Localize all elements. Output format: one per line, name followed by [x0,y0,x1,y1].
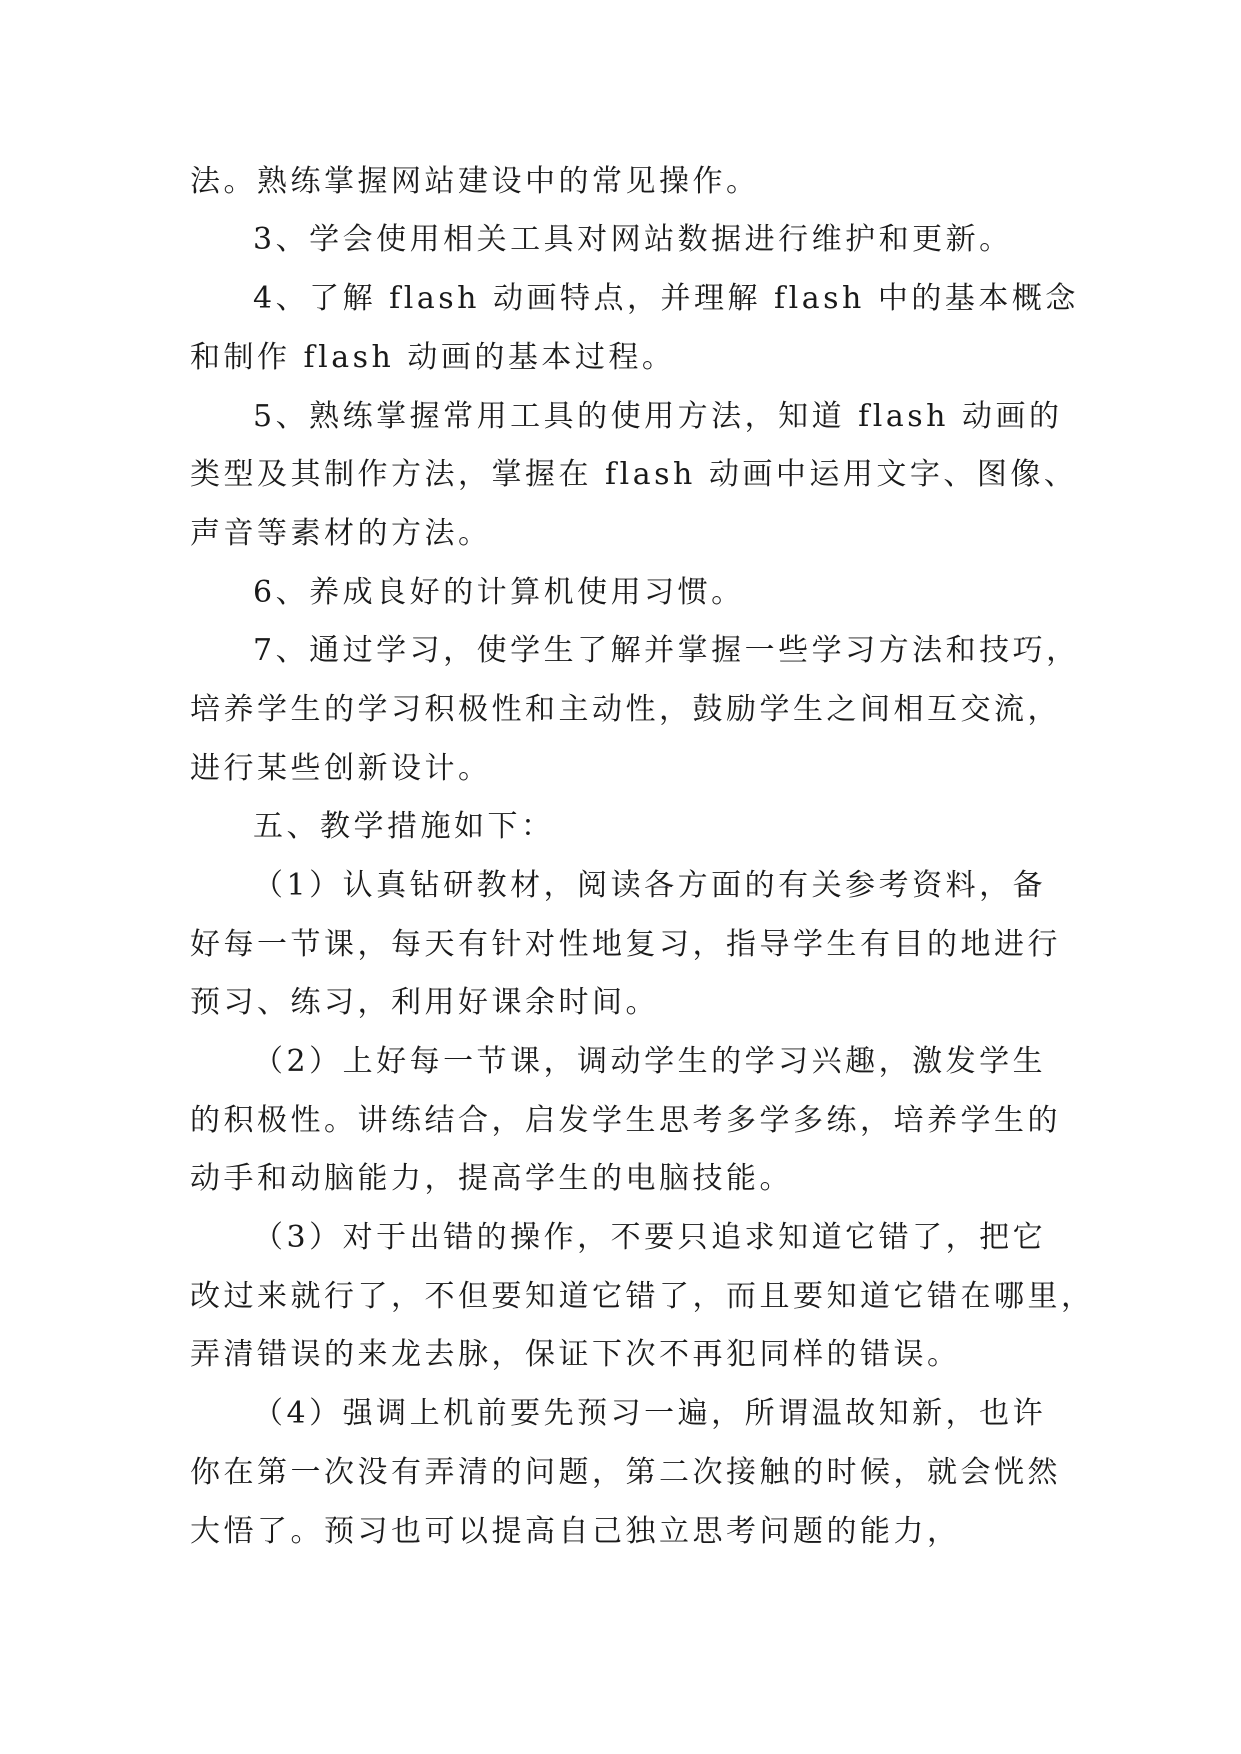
text-line: 和制作 flash 动画的基本过程。 [190,340,676,375]
text-line: 大悟了。预习也可以提高自己独立思考问题的能力， [190,1514,961,1549]
text-line: 3、学会使用相关工具对网站数据进行维护和更新。 [253,222,1013,257]
text-line: 7、通过学习，使学生了解并掌握一些学习方法和技巧， [253,633,1080,668]
text-line: 法。熟练掌握网站建设中的常见操作。 [190,164,760,199]
text-line: （4）强调上机前要先预习一遍，所谓温故知新，也许 [253,1396,1047,1431]
text-line: 进行某些创新设计。 [190,751,492,786]
text-line: 改过来就行了，不但要知道它错了，而且要知道它错在哪里， [190,1279,1095,1314]
text-line: 的积极性。讲练结合，启发学生思考多学多练，培养学生的 [190,1103,1061,1138]
text-line: （2）上好每一节课，调动学生的学习兴趣，激发学生 [253,1044,1047,1079]
text-line: 好每一节课，每天有针对性地复习，指导学生有目的地进行 [190,927,1061,962]
text-line: 培养学生的学习积极性和主动性，鼓励学生之间相互交流， [190,692,1061,727]
text-line: （3）对于出错的操作，不要只追求知道它错了，把它 [253,1220,1047,1255]
section-heading: 五、教学措施如下： [253,809,555,844]
text-line: 动手和动脑能力，提高学生的电脑技能。 [190,1161,793,1196]
text-line: 预习、练习，利用好课余时间。 [190,985,659,1020]
text-line: 类型及其制作方法，掌握在 flash 动画中运用文字、图像、 [190,457,1078,492]
text-line: 5、熟练掌握常用工具的使用方法，知道 flash 动画的 [253,399,1063,434]
text-line: 4、了解 flash 动画特点，并理解 flash 中的基本概念 [253,281,1079,316]
text-line: 弄清错误的来龙去脉，保证下次不再犯同样的错误。 [190,1337,961,1372]
text-line: 6、养成良好的计算机使用习惯。 [253,575,745,610]
text-line: 你在第一次没有弄清的问题，第二次接触的时候，就会恍然 [190,1455,1061,1490]
text-line: 声音等素材的方法。 [190,516,492,551]
text-line: （1）认真钻研教材，阅读各方面的有关参考资料，备 [253,868,1047,903]
